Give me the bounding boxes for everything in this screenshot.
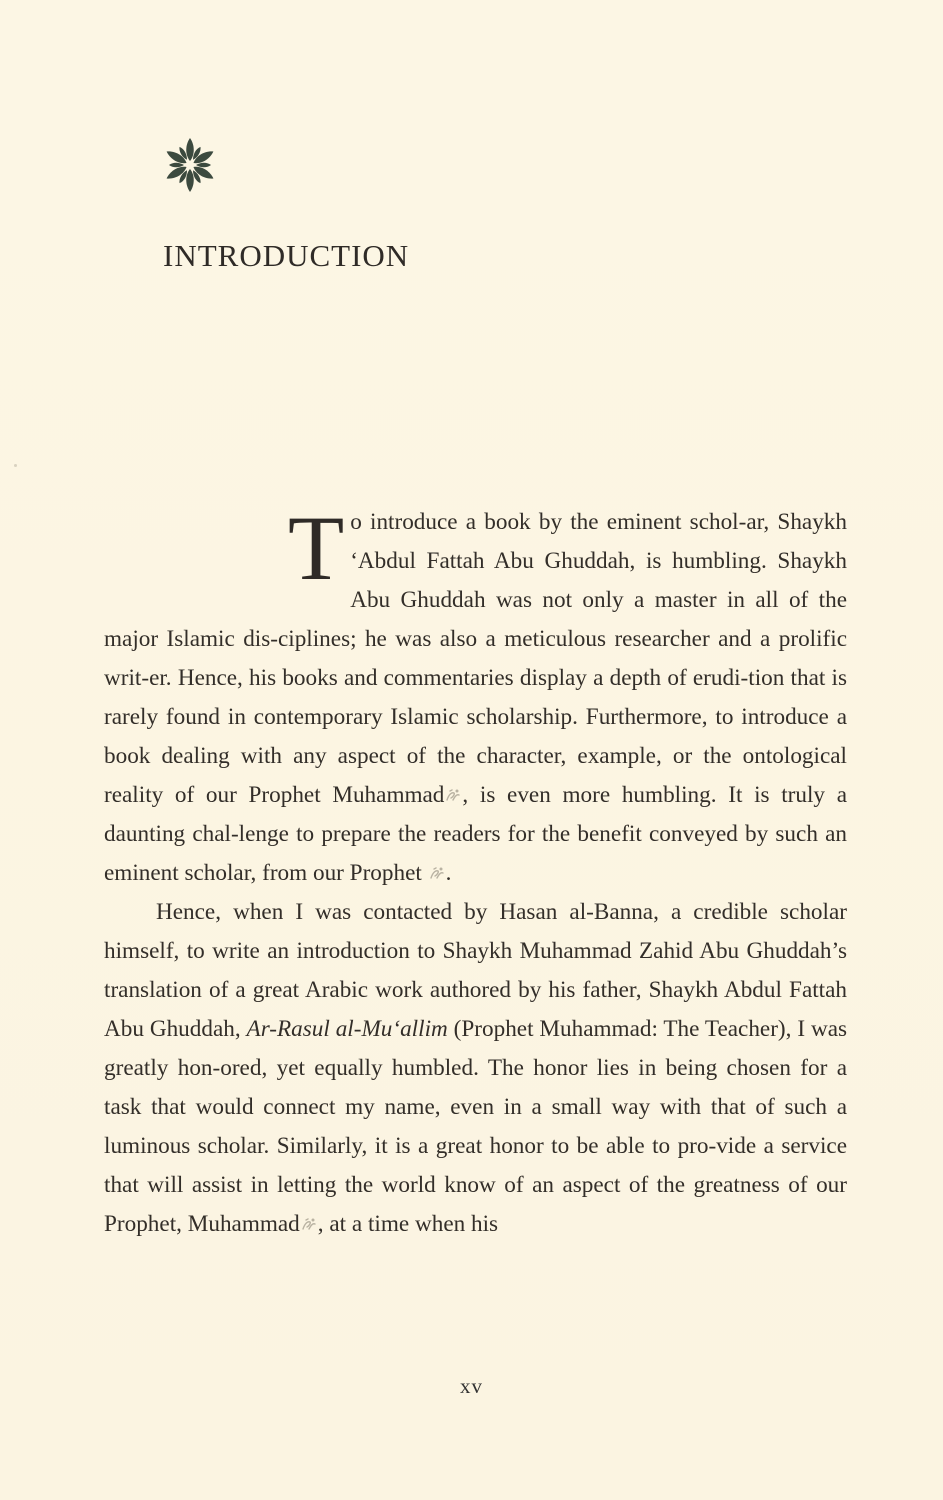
paragraph-2-text-a: Hence, when I was contacted by Hasan al-Banna, a credible scholar himself, to write an introduction to Shaykh Muhammad Zahid Abu Ghuddah’s translation of a great Arabic work authored by his father, Shaykh Abdul Fattah Abu Ghuddah, bbox=[104, 899, 847, 1042]
paragraph-1-text-a: o introduce a book by the eminent schol-ar, Shaykh ‘Abdul Fattah Abu Ghuddah, is humbling. Shaykh Abu Ghuddah was not only a master in all of the major Islamic dis-ciplines; he was also a meticulous researcher and a prolific writ-er. Hence, his books and commentaries display a depth of erudi-tion that is rarely found in contemporary Islamic scholarship. Furthermore, to introduce a book dealing with any aspect of the character, example, or the ontological reality of our Prophet Muhammad bbox=[104, 509, 847, 808]
paragraph-1-text-b: , is even more humbling. It is truly a daunting chal-lenge to prepare the readers for the benefit conveyed by such an eminent scholar, from our Prophet bbox=[104, 782, 848, 886]
paragraph-2-text-b: (Prophet Muhammad: The Teacher), I was greatly hon-ored, yet equally humbled. The honor lies in being chosen for a task that would connect my name, even in a small way with that of such a luminous scholar. Similarly, it is a great honor to be able to pro-vide a service that will assist in letting the world know of an aspect of the greatness of our Prophet, Muhammad bbox=[104, 1016, 848, 1237]
paper-speck bbox=[14, 464, 17, 467]
paragraph-2-text-c: , at a time when his bbox=[317, 1211, 499, 1237]
page-number: xv bbox=[460, 1374, 483, 1398]
paragraph-1-text-c: . bbox=[445, 860, 452, 886]
salawat-honorific-icon bbox=[445, 788, 461, 804]
salawat-honorific-icon bbox=[301, 1217, 317, 1233]
book-title-italic: Ar-Rasul al-Mu‘allim bbox=[246, 1016, 448, 1042]
drop-cap: T bbox=[288, 497, 345, 599]
salawat-honorific-icon bbox=[429, 866, 445, 882]
paragraph-1 bbox=[104, 470, 847, 893]
paragraph-2 bbox=[104, 893, 847, 1244]
body-text bbox=[104, 470, 847, 1244]
star-flower-ornament-icon bbox=[158, 133, 222, 197]
chapter-title: INTRODUCTION bbox=[163, 238, 410, 273]
